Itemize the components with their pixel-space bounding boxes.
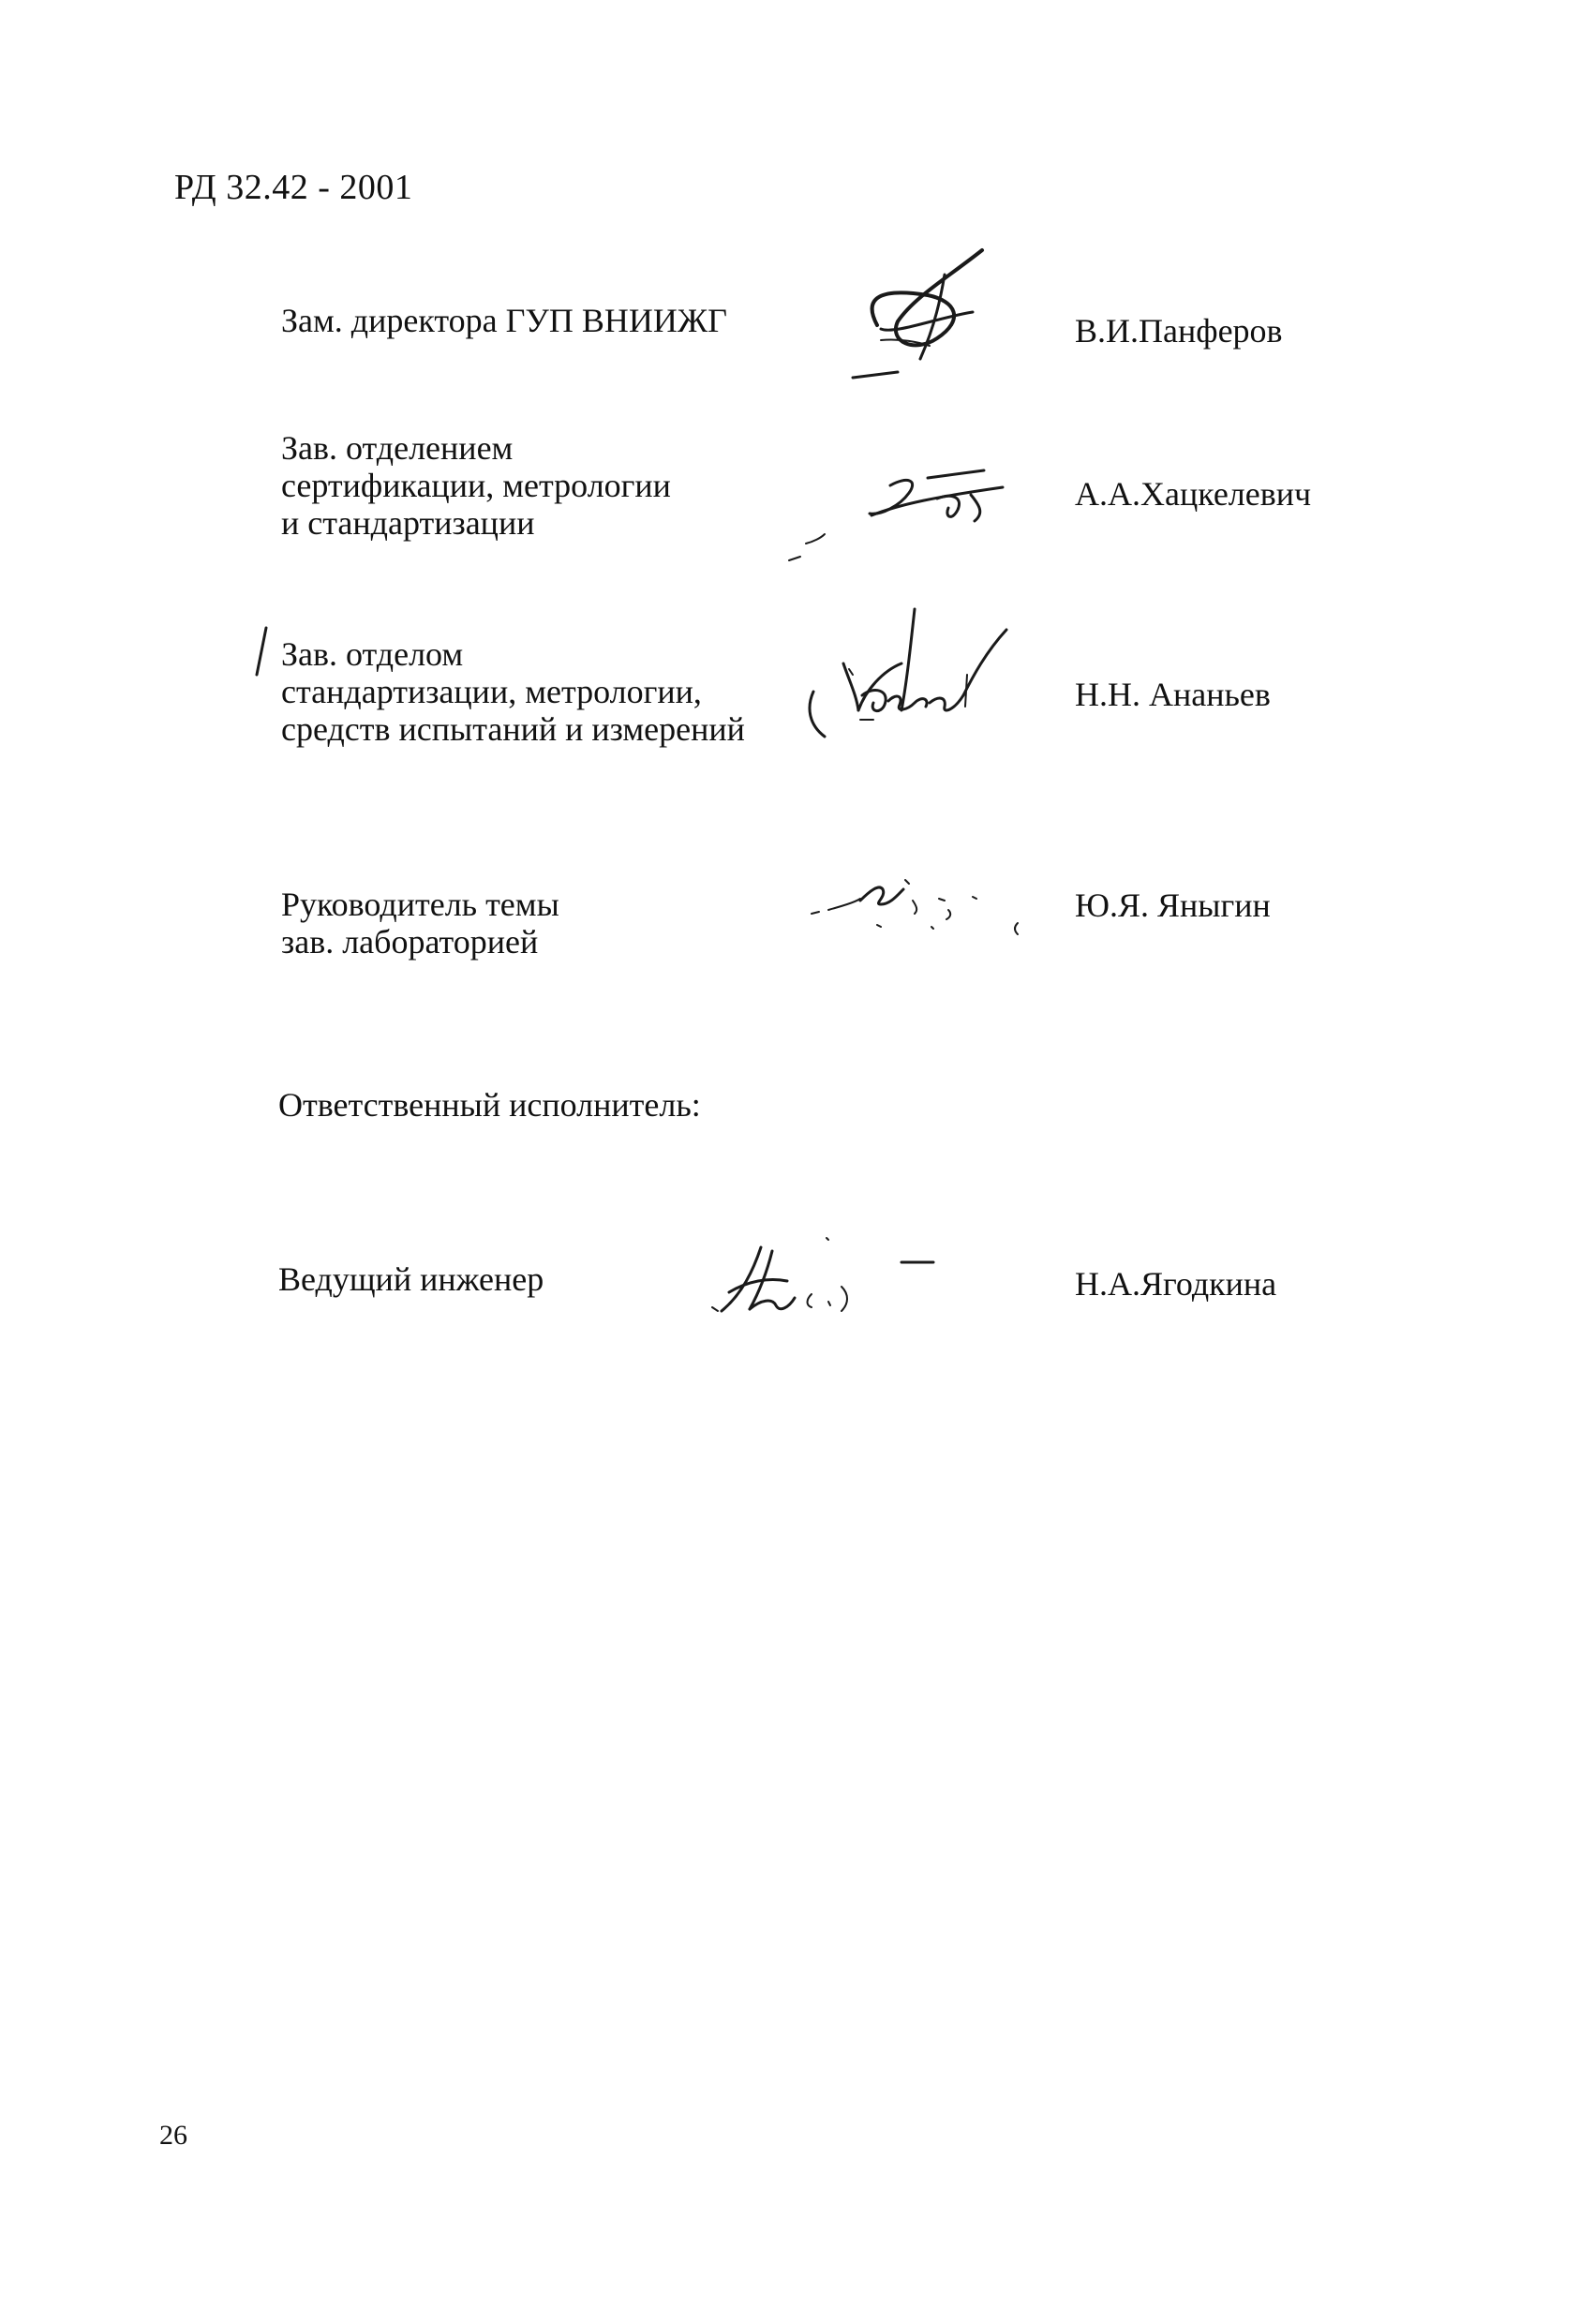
signatory-name: А.А.Хацкелевич xyxy=(1075,475,1312,513)
margin-mark xyxy=(253,624,272,680)
position-line: и стандартизации xyxy=(281,504,535,542)
position-line: Зам. директора ГУП ВНИИЖГ xyxy=(281,302,727,339)
position-line: зав. лабораторией xyxy=(281,923,539,961)
signatory-position xyxy=(281,635,745,748)
signature-image xyxy=(798,605,1042,793)
signature-image xyxy=(701,1232,945,1354)
signatory-name: Н.Н. Ананьев xyxy=(1075,676,1271,713)
position-line: стандартизации, метрологии, xyxy=(281,673,702,710)
document-code: РД 32.42 - 2001 xyxy=(174,168,413,207)
signatory-name: Ю.Я. Яныгин xyxy=(1075,886,1271,924)
position-line: Руководитель темы xyxy=(281,886,559,923)
signatory-position xyxy=(281,429,671,542)
signature-image xyxy=(825,260,1012,400)
position-line: Зав. отделением xyxy=(281,429,514,467)
signature-image xyxy=(787,459,1031,590)
responsible-name: Н.А.Ягодкина xyxy=(1075,1265,1277,1303)
position-line: Зав. отделом xyxy=(281,635,464,673)
signatory-name: В.И.Панферов xyxy=(1075,312,1283,350)
page-number: 26 xyxy=(159,2120,187,2151)
position-line: средств испытаний и измерений xyxy=(281,710,745,748)
responsible-heading: Ответственный исполнитель: xyxy=(278,1086,701,1124)
signatory-position xyxy=(281,886,559,961)
signatory-position xyxy=(281,302,727,339)
signature-image xyxy=(808,872,1051,966)
responsible-position: Ведущий инженер xyxy=(278,1260,544,1298)
position-line: сертификации, метрологии xyxy=(281,467,671,504)
